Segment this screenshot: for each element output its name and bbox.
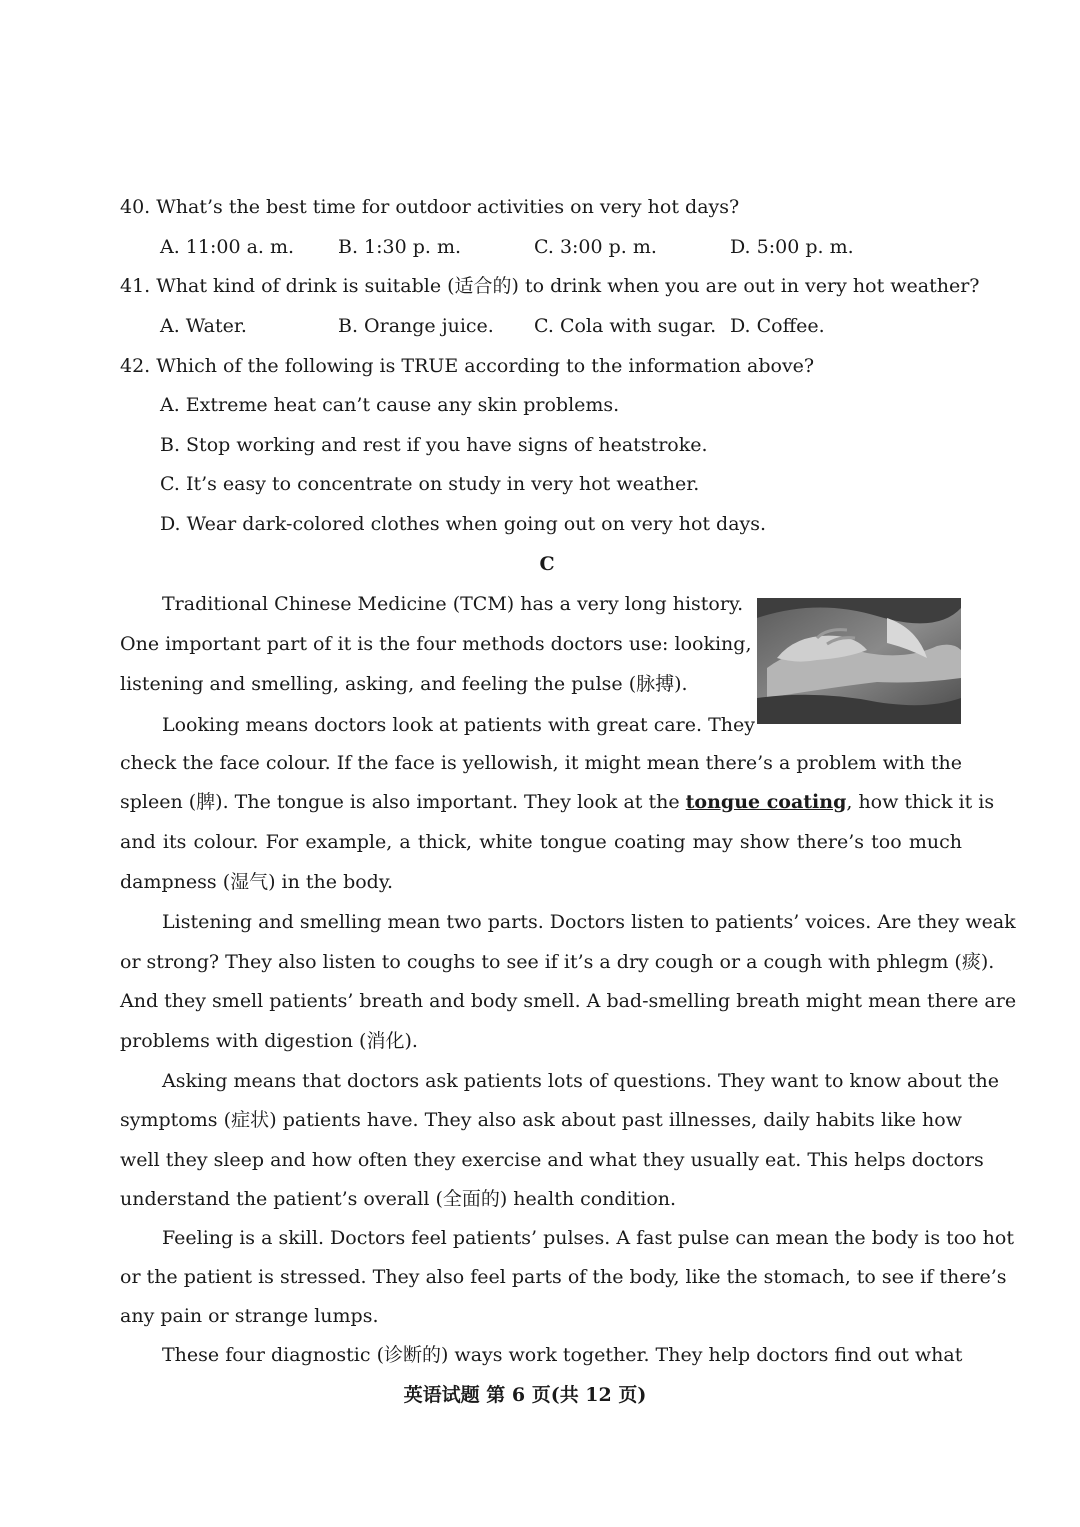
passage-line: Looking means doctors look at patients with great care. They	[162, 714, 755, 736]
question-stem: What’s the best time for outdoor activities on very hot days?	[156, 196, 740, 218]
option-40-c: C. 3:00 p. m.	[534, 236, 657, 258]
option-41-b: B. Orange juice.	[338, 315, 494, 337]
option-40-d: D. 5:00 p. m.	[730, 236, 854, 258]
passage-line: check the face colour. If the face is yellowish, it might mean there’s a problem with the	[120, 752, 962, 774]
passage-line-spleen	[120, 790, 995, 814]
spleen-text: spleen (脾). The tongue is also important. They look at the	[120, 791, 686, 813]
question-40	[120, 195, 739, 219]
spleen-text-end: , how thick it is	[846, 791, 995, 813]
page-footer: 英语试题 第 6 页(共 12 页)	[403, 1384, 647, 1406]
passage-line: understand the patient’s overall (全面的) health condition.	[120, 1188, 677, 1210]
passage-line: symptoms (症状) patients have. They also ask about past illnesses, daily habits like how	[120, 1109, 962, 1131]
question-41	[120, 274, 979, 298]
option-42-c: C. It’s easy to concentrate on study in very hot weather.	[160, 473, 700, 495]
passage-line: any pain or strange lumps.	[120, 1305, 379, 1327]
section-label: C	[539, 553, 555, 575]
passage-line: dampness (湿气) in the body.	[120, 871, 394, 893]
passage-line: well they sleep and how often they exercise and what they usually eat. This helps doctors	[120, 1149, 984, 1171]
option-41-d: D. Coffee.	[730, 315, 825, 337]
question-42	[120, 354, 814, 378]
option-42-a: A. Extreme heat can’t cause any skin problems.	[160, 394, 620, 416]
passage-line: Asking means that doctors ask patients lots of questions. They want to know about the	[162, 1070, 999, 1092]
passage-line: Traditional Chinese Medicine (TCM) has a very long history.	[162, 593, 744, 615]
question-number: 42.	[120, 355, 151, 377]
question-number: 40.	[120, 196, 151, 218]
option-42-d: D. Wear dark-colored clothes when going out on very hot days.	[160, 513, 767, 535]
question-stem: What kind of drink is suitable (适合的) to drink when you are out in very hot weather?	[156, 275, 980, 297]
option-40-b: B. 1:30 p. m.	[338, 236, 462, 258]
passage-line: One important part of it is the four methods doctors use: looking,	[120, 633, 752, 655]
passage-line: problems with digestion (消化).	[120, 1030, 418, 1052]
passage-line: and its colour. For example, a thick, white tongue coating may show there’s too much	[120, 831, 962, 853]
option-41-c: C. Cola with sugar.	[534, 315, 717, 337]
passage-line: These four diagnostic (诊断的) ways work together. They help doctors find out what	[162, 1344, 963, 1366]
option-42-b: B. Stop working and rest if you have signs of heatstroke.	[160, 434, 708, 456]
hands-illustration	[757, 598, 961, 724]
pulse-diagnosis-photo	[757, 598, 961, 724]
option-40-a: A. 11:00 a. m.	[160, 236, 295, 258]
passage-line: And they smell patients’ breath and body smell. A bad-smelling breath might mean there are	[120, 990, 1017, 1012]
passage-line: Feeling is a skill. Doctors feel patients’ pulses. A fast pulse can mean the body is too hot	[162, 1227, 1014, 1249]
passage-line: or the patient is stressed. They also feel parts of the body, like the stomach, to see if there’s	[120, 1266, 1007, 1288]
passage-line: Listening and smelling mean two parts. Doctors listen to patients’ voices. Are they weak	[162, 911, 1016, 933]
question-number: 41.	[120, 275, 151, 297]
passage-line: listening and smelling, asking, and feeling the pulse (脉搏).	[120, 673, 688, 695]
passage-line: or strong? They also listen to coughs to see if it’s a dry cough or a cough with phlegm (痰).	[120, 951, 995, 973]
option-41-a: A. Water.	[160, 315, 247, 337]
tongue-coating-term: tongue coating	[685, 791, 847, 813]
question-stem: Which of the following is TRUE according to the information above?	[156, 355, 815, 377]
